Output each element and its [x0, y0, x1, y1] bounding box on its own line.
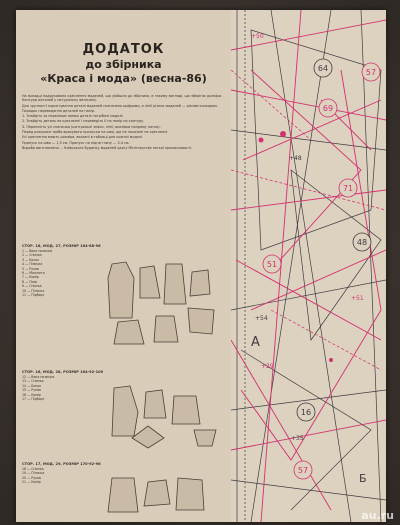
part-item: 14 — Бочок	[22, 383, 42, 388]
title-line-3: «Краса і мода» (весна-86)	[40, 72, 207, 85]
intro-paragraph: Усі креслення мають розміри, вказані в таблиці для кожної моделі.	[22, 135, 144, 140]
intro-paragraph: 3. Перенесіть усі позначки (контрольні знаки, лінії, вказівки напряму нитки).	[22, 124, 161, 129]
part-item: 10 — Пілочка	[22, 288, 45, 293]
garment-sketch	[112, 386, 138, 436]
pattern-mark: +54	[255, 315, 268, 322]
watermark: au.ru	[361, 509, 394, 522]
section-heading: СТОР. 16, МОД. 27, РОЗМІР 164-88-96	[22, 244, 101, 248]
part-number: 57	[365, 68, 377, 77]
part-item: 21 — Комір	[22, 480, 41, 485]
garment-sketch	[132, 426, 164, 448]
pattern-mark: +51	[351, 295, 364, 302]
part-number: 57	[297, 466, 309, 475]
model-sketches-3	[104, 474, 224, 518]
part-item: 18 — Спинка	[22, 467, 44, 471]
pattern-mark: +35	[291, 435, 304, 442]
part-number: 16	[300, 408, 312, 417]
garment-sketch	[164, 264, 186, 304]
garment-sketch	[140, 266, 160, 298]
part-number: 51	[266, 260, 278, 269]
part-item: 1 — Верх полички	[22, 249, 53, 253]
model-sketches-2	[104, 382, 224, 452]
marker-dot	[259, 138, 264, 143]
garment-sketch	[114, 320, 144, 344]
parts-list	[22, 467, 102, 485]
garment-sketch	[108, 478, 138, 512]
garment-sketch	[144, 480, 170, 506]
garment-sketch	[172, 396, 200, 424]
section-heading: СТОР. 17, МОД. 29, РОЗМІР 170-92-96	[22, 462, 101, 466]
part-item: 3 — Бочок	[22, 257, 40, 262]
part-item: 16 — Комір	[22, 392, 41, 397]
intro-paragraph: Для зручності користування деталі моделей позначено цифрами, а лінії різних моделей — різним кольором.	[22, 103, 218, 108]
part-number: 69	[322, 104, 334, 113]
intro-paragraph: Перед розкроєм треба врахувати припуски на шви, що не показані на кресленні.	[22, 130, 169, 135]
intro-paragraph: Вироби виготовлено ... Київського будинку моделей одягу Міністерства легкої промисловості.	[22, 145, 193, 150]
supplement-title	[16, 42, 231, 85]
section-heading: СТОР. 16, МОД. 28, РОЗМІР 164-92-100	[22, 370, 104, 374]
part-number: 71	[342, 184, 354, 193]
part-item: 6 — Манжета	[22, 271, 45, 276]
part-item: 20 — Рукав	[22, 475, 41, 480]
marker-dot	[280, 131, 286, 137]
part-number: 48	[356, 238, 368, 247]
intro-paragraph: 1. Знайдіть за переліком номер деталі потрібної моделі.	[22, 114, 124, 119]
intro-paragraph: Порядок переведення деталей на папір.	[22, 108, 96, 113]
intro-paragraph: 2. Знайдіть деталь на кресленні і переведіть її на папір по контуру.	[22, 119, 145, 124]
parts-list	[22, 249, 102, 297]
pattern-mark: +29	[261, 363, 274, 370]
model-sketches-1	[104, 258, 224, 348]
part-item: 5 — Рукав	[22, 266, 39, 271]
pattern-mark: +48	[289, 155, 302, 162]
part-item: 8 — Пояс	[22, 279, 38, 284]
part-item: 2 — Спинка	[22, 253, 42, 258]
title-line-2: до збірника	[85, 58, 162, 71]
part-item: 17 — Підборт	[22, 397, 45, 402]
text-column	[16, 10, 231, 522]
intro-text	[22, 94, 222, 151]
magazine-sheet	[16, 10, 386, 522]
garment-sketch	[154, 316, 178, 342]
part-item: 9 — Спинка	[22, 284, 42, 289]
intro-paragraph: На вкладці надруковано креслення моделей, що увійшли до збірника, в такому вигляді, що зберігає розміри. Контури деталей у натуральну величину.	[22, 94, 222, 103]
pattern-mark: Б	[359, 472, 367, 485]
garment-sketch	[194, 430, 216, 446]
part-item: 12 — Верх полички	[22, 375, 55, 379]
pattern-mark: +50	[251, 33, 264, 40]
parts-list	[22, 375, 102, 401]
part-item: 15 — Рукав	[22, 388, 41, 393]
intro-paragraph: Припуск на шви — 1,5 см. Припуск на підгин низу — 3-4 см.	[22, 140, 130, 145]
garment-sketch	[190, 270, 210, 296]
title-line-1: ДОДАТОК	[82, 42, 165, 57]
part-item: 11 — Підборт	[22, 293, 45, 298]
part-item: 4 — Пілочка	[22, 262, 43, 267]
garment-sketch	[188, 308, 214, 334]
pattern-drawing	[231, 10, 386, 522]
part-number: 64	[317, 64, 329, 73]
marker-dot	[329, 358, 333, 362]
part-item: 13 — Спинка	[22, 379, 44, 384]
pattern-mark: А	[251, 335, 260, 350]
garment-sketch	[144, 390, 166, 418]
part-item: 7 — Комір	[22, 275, 39, 280]
part-item: 19 — Пілочка	[22, 471, 45, 476]
garment-sketch	[108, 262, 134, 318]
garment-sketch	[176, 478, 204, 510]
